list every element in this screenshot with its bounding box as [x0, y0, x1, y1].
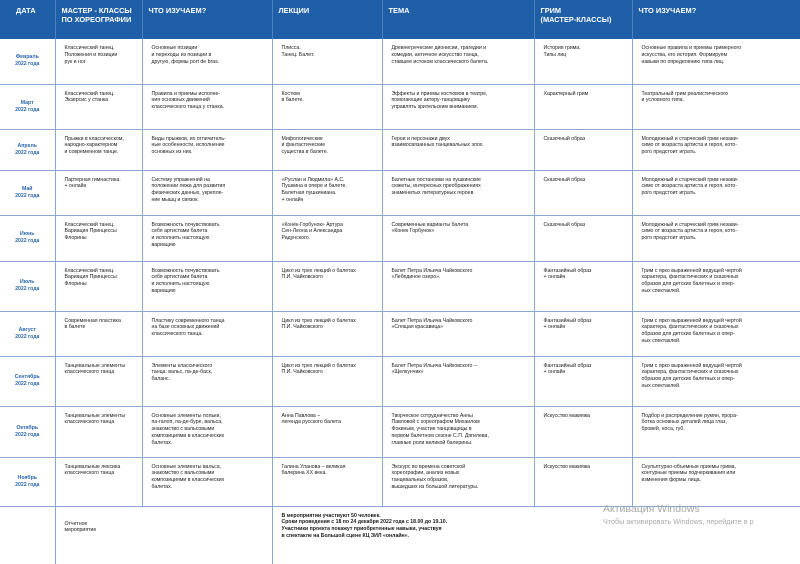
- lecture-cell: Костюм в балете.: [272, 84, 382, 129]
- lecture-cell: Мифологические и фантастические существа в балете.: [272, 129, 382, 170]
- lecture-cell: Галина Уланова – великая балерина XX века.: [272, 457, 382, 506]
- table-row: [0, 311, 800, 356]
- master-class-cell: Классический танец. Вариация Принцессы Флорины: [55, 215, 142, 261]
- lecture-cell: «Руслан и Людмила» А.С. Пушкина в опере и балете. Балетная пушкиниана. + онлайн: [272, 170, 382, 215]
- topic-cell: Балет Петра Ильича Чайковского «Спящая красавица»: [382, 311, 534, 356]
- topic-cell: Балетные постановки на пушкинские сюжеты, интересных преображениях знаменитых литературных героев: [382, 170, 534, 215]
- study-cell: Правила и приемы исполне- ния основных движений классического танца у станка.: [142, 84, 272, 129]
- master-class-cell: Танцевальные элементы классического танца: [55, 356, 142, 406]
- table-row: [0, 457, 800, 506]
- makeup-cell: Характерный грим: [534, 84, 632, 129]
- makeup-study-cell: Театральный грим реалистического и условного типа.: [632, 84, 800, 129]
- date-cell: Август 2022 года: [0, 311, 55, 356]
- date-cell: Сентябрь 2022 года: [0, 356, 55, 406]
- makeup-study-cell: Грим с ярко выраженной ведущей чертой характера, фантастических и сказочных образов для детских балетных и опер- ных спектаклей.: [632, 356, 800, 406]
- table-row: [0, 406, 800, 457]
- date-cell: Март 2022 года: [0, 84, 55, 129]
- master-class-cell: Классический танец. Вариация Принцессы Флорины: [55, 261, 142, 311]
- makeup-cell: Фантазийный образ + онлайн: [534, 261, 632, 311]
- master-class-cell: Партерная гимнастика. + онлайн: [55, 170, 142, 215]
- lecture-cell: «Конёк-Горбунок» Артура Сен-Леона и Александра Радунского.: [272, 215, 382, 261]
- study-cell: Возможность почувствовать себя артистами балета и исполнить настоящую вариацию: [142, 261, 272, 311]
- makeup-cell: Фантазийный образ + онлайн: [534, 356, 632, 406]
- makeup-cell: Искусство макияжа: [534, 457, 632, 506]
- study-cell: Возможность почувствовать себя артистами балета и исполнить настоящую вариацию: [142, 215, 272, 261]
- makeup-cell: Искусство макияжа: [534, 406, 632, 457]
- makeup-study-cell: Молодежный и старческий грим незави- симо от возраста артиста и героя, кото- рого предстоит играть.: [632, 215, 800, 261]
- date-cell: Февраль 2022 года: [0, 39, 55, 84]
- makeup-study-cell: Грим с ярко выраженной ведущей чертой характера, фантастических и сказочных образов для детских балетных и опер- ных спектаклей.: [632, 311, 800, 356]
- lecture-cell: Цикл из трех лекций о балетах П.И. Чайковского: [272, 311, 382, 356]
- table-row: [0, 84, 800, 129]
- topic-cell: Экскурс во времена советской хореографии, анализ новых танцевальных образов, вышедших из большой литературы.: [382, 457, 534, 506]
- header-lectures: ЛЕКЦИИ: [272, 0, 382, 39]
- watermark-title: Активация Windows: [603, 503, 700, 515]
- study-cell: Систему упражнений на положении лежа для развития физических данных, укрепле- ние мышц и связок.: [142, 170, 272, 215]
- topic-cell: Древнегреческие дионисии, трагедии и комедии, античное искусство танца, ставшее истоком классического балета.: [382, 39, 534, 84]
- date-cell: Апрель 2022 года: [0, 129, 55, 170]
- makeup-study-cell: Скульптурно-объемные приемы грима, контурные приемы подчеркивания или изменения формы лица.: [632, 457, 800, 506]
- makeup-cell: Фантазийный образ + онлайн: [534, 311, 632, 356]
- final-spacer-cell: [142, 506, 272, 564]
- table-row: [0, 215, 800, 261]
- table-row: [0, 261, 800, 311]
- final-event-row: [0, 506, 800, 564]
- master-class-cell: Классический танец. Положения и позиции рук и ног: [55, 39, 142, 84]
- study-cell: Основные позиции и переходы из позиции в другую, формы port de bras.: [142, 39, 272, 84]
- makeup-cell: Сказочный образ: [534, 215, 632, 261]
- topic-cell: Творческое сотрудничество Анны Павловой с хореографом Михаилом Фокиным, участие танцовщицы в первом балетном сезоне С.П. Дягилева, главные роли великой балерины.: [382, 406, 534, 457]
- lecture-cell: Цикл из трех лекций о балетах П.И. Чайковского: [272, 261, 382, 311]
- date-cell: Октябрь 2022 года: [0, 406, 55, 457]
- topic-cell: Балет Петра Ильича Чайковского – «Щелкунчик»: [382, 356, 534, 406]
- study-cell: Основные элементы вальса, знакомство с вальсовыми композициями в классических балетах.: [142, 457, 272, 506]
- header-makeup-study: ЧТО ИЗУЧАЕМ?: [632, 0, 800, 39]
- header-date: ДАТА: [0, 0, 55, 39]
- study-cell: Пластику современного танца на базе основных движений классического танца.: [142, 311, 272, 356]
- final-empty-cell: [632, 506, 800, 564]
- final-event-label: Отчетное мероприятие: [55, 506, 142, 564]
- makeup-study-cell: Подбор и распределение румян, прора- ботка основных деталей лица глаз, бровей, носа, губ.: [632, 406, 800, 457]
- lecture-cell: Плисса. Танец. Балет.: [272, 39, 382, 84]
- header-row: [0, 0, 800, 39]
- makeup-study-cell: Грим с ярко выраженной ведущей чертой характера, фантастических и сказочных образов для детских балетных и опер- ных спектаклей.: [632, 261, 800, 311]
- topic-cell: Эффекты и приемы костюмов в театре, помогающие актеру-танцовщику управлять зрительским вниманием.: [382, 84, 534, 129]
- date-cell: Май 2022 года: [0, 170, 55, 215]
- final-event-info: В мероприятии участвуют 50 человек. Сроки проведения с 18 по 24 декабря 2022 года с 18.00 до 19.10. Участники проекта покажут приобретенные навыки, участвуя в спектакле на Большой сцене КЦ ЗИЛ «онлайн».: [272, 506, 632, 564]
- master-class-cell: Классический танец. Экзерсис у станка: [55, 84, 142, 129]
- date-cell: Июнь 2022 года: [0, 215, 55, 261]
- header-topic: ТЕМА: [382, 0, 534, 39]
- master-class-cell: Танцевальные лексика классического танца: [55, 457, 142, 506]
- header-master-classes: МАСТЕР - КЛАССЫ ПО ХОРЕОГРАФИИ: [55, 0, 142, 39]
- makeup-study-cell: Молодежный и старческий грим незави- симо от возраста артиста и героя, кото- рого предстоит играть.: [632, 129, 800, 170]
- study-cell: Виды прыжков, их отличитель- ные особенности, исполнение основных из них.: [142, 129, 272, 170]
- topic-cell: Балет Петра Ильича Чайковского «Лебединое озеро».: [382, 261, 534, 311]
- topic-cell: Современные варианты балета «Конек Горбунок»: [382, 215, 534, 261]
- makeup-study-cell: Молодежный и старческий грим незави- симо от возраста артиста и героя, кото- рого предстоит играть.: [632, 170, 800, 215]
- table-row: [0, 129, 800, 170]
- header-makeup: ГРИМ (МАСТЕР-КЛАССЫ): [534, 0, 632, 39]
- table-row: [0, 39, 800, 84]
- table-row: [0, 356, 800, 406]
- study-cell: Основные элементы польки, па-галоп, па-де-буре, вальса, знакомство с вальсовыми композициями в классических балетах.: [142, 406, 272, 457]
- makeup-study-cell: Основные правила и приемы гримерного искусства, его история. Формируем навыки по определению типа лиц.: [632, 39, 800, 84]
- lecture-cell: Цикл из трех лекций о балетах П.И. Чайковского: [272, 356, 382, 406]
- table-row: [0, 170, 800, 215]
- topic-cell: Герои и персонажи двух взаимосвязанных танцевальных эпох.: [382, 129, 534, 170]
- makeup-cell: Сказочный образ: [534, 129, 632, 170]
- master-class-cell: Танцевальные элементы классического танца: [55, 406, 142, 457]
- study-cell: Элементы классического танца: вальс, па-де-баск, баланс.: [142, 356, 272, 406]
- final-date-cell: [0, 506, 55, 564]
- date-cell: Ноябрь 2022 года: [0, 457, 55, 506]
- header-what-we-study: ЧТО ИЗУЧАЕМ?: [142, 0, 272, 39]
- makeup-cell: Сказочный образ: [534, 170, 632, 215]
- master-class-cell: Современная пластика в балете: [55, 311, 142, 356]
- makeup-cell: История грима. Типы лиц: [534, 39, 632, 84]
- date-cell: Июль 2022 года: [0, 261, 55, 311]
- watermark-subtitle: Чтобы активировать Windows, перейдите в р: [603, 517, 754, 526]
- master-class-cell: Прыжки в классическом, народно-характерном и современном танце.: [55, 129, 142, 170]
- lecture-cell: Анна Павлова – легенда русского балета: [272, 406, 382, 457]
